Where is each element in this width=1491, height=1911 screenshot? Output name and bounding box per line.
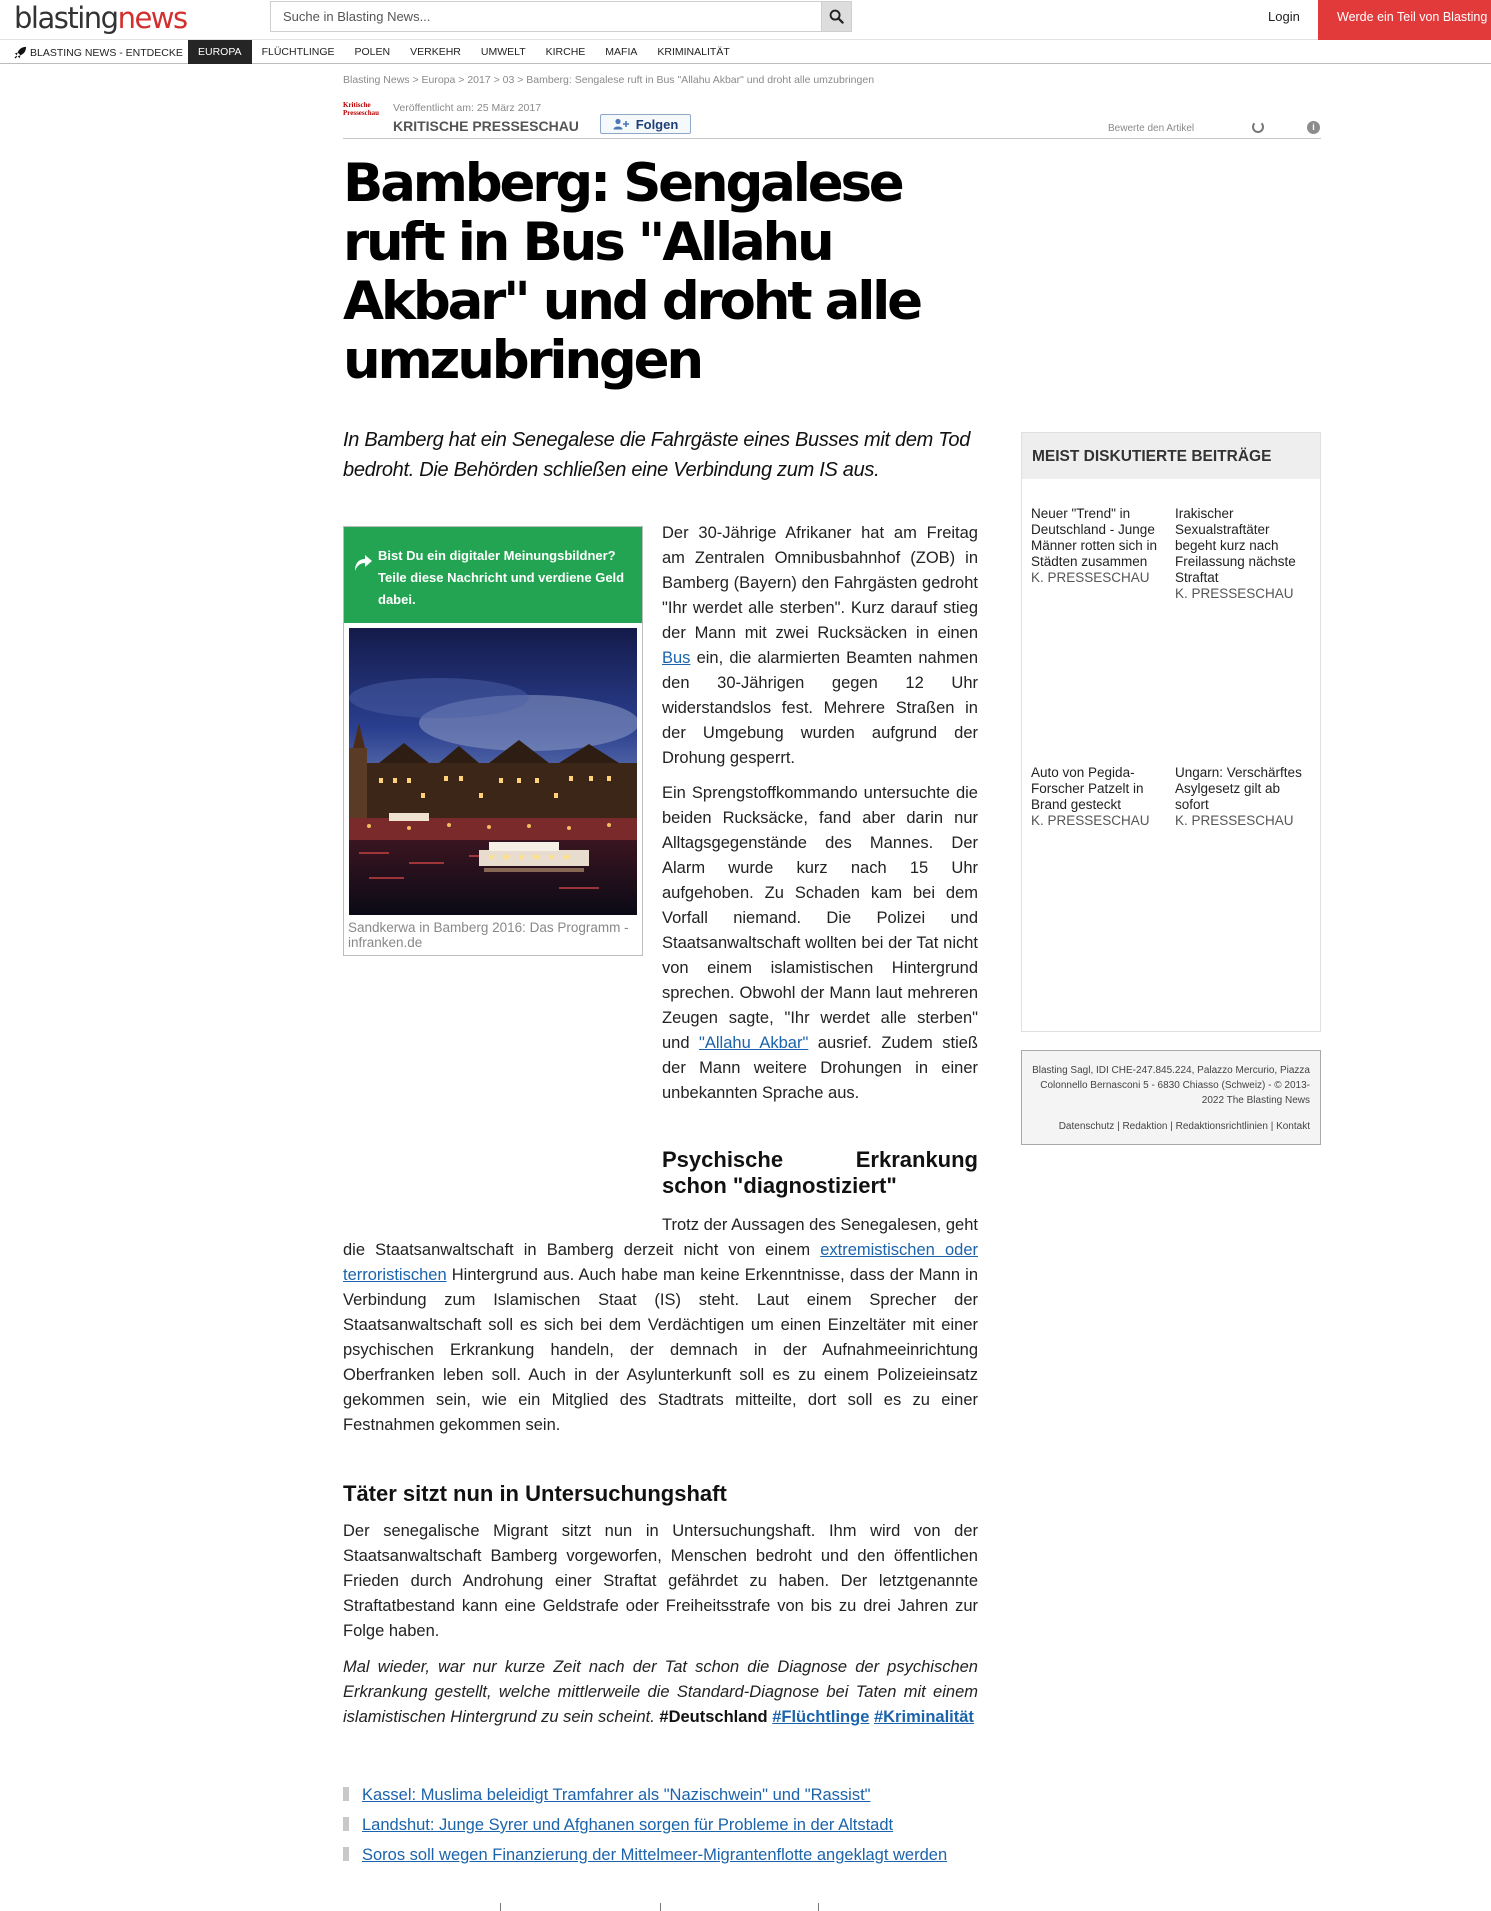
article-lead: In Bamberg hat ein Senegalese die Fahrgäste eines Busses mit dem Tod bedroht. Die Behörden schließen eine Verbindung zum IS aus.: [343, 429, 971, 481]
info-icon[interactable]: i: [1307, 121, 1320, 134]
link-extremistischen[interactable]: extremistischen oder terroristischen: [343, 1241, 978, 1284]
paragraph-1: Der 30-Jährige Afrikaner hat am Freitag am Zentralen Omnibusbahnhof (ZOB) in Bamberg (Bayern) den Fahrgästen gedroht "Ihr werdet alle sterben". Kurz darauf stieg der Mann mit zwei Rucksäcken in einen Bus ein, die alarmierten Beamten nahmen den 30-Jährigen gegen 12 Uhr widerstandslos fest. Mehrere Straßen in der Umgebung wurden aufgrund der Drohung gesperrt.: [662, 524, 978, 767]
footer-links: Datenschutz | Redaktion | Redaktionsrichtlinien | Kontakt: [1058, 1121, 1310, 1132]
search-input[interactable]: [271, 2, 822, 31]
rocket-icon: [14, 46, 27, 59]
nav-item-kirche[interactable]: KIRCHE: [545, 46, 586, 58]
sidebar-article-source: K. PRESSESCHAU: [1031, 813, 1150, 828]
nav-item-verkehr[interactable]: VERKEHR: [410, 46, 461, 58]
paragraph-4: Der senegalische Migrant sitzt nun in Untersuchungshaft. Ihm wird von der Staatsanwaltschaft Bamberg vorgeworfen, Menschen bedroht und den öffentlichen Frieden durch Androhung einer Straftat gefährdet zu haben. Der letztgenannte Straftatbestand kann eine Geldstrafe oder Freiheitsstrafe von bis zu drei Jahren zur Folge haben.: [343, 1522, 978, 1640]
article-title: Bamberg: Sengalese ruft in Bus "Allahu Akbar" und droht alle umzubringen: [343, 153, 920, 391]
rate-label: Bewerte den Artikel: [1108, 123, 1195, 134]
discover-link[interactable]: BLASTING NEWS - ENTDECKE: [14, 46, 183, 59]
most-discussed-title: MEIST DISKUTIERTE BEITRÄGE: [1022, 433, 1320, 479]
related-item: [343, 1784, 983, 1814]
related-item: [343, 1814, 983, 1844]
author-name[interactable]: KRITISCHE PRESSESCHAU: [393, 118, 579, 134]
sidebar-article-3[interactable]: Auto von Pegida-Forscher Patzelt in Brand gesteckt K. PRESSESCHAU: [1031, 765, 1169, 829]
divider: [818, 1903, 819, 1911]
follow-button[interactable]: Folgen: [600, 114, 691, 134]
search-button[interactable]: [821, 2, 851, 31]
sidebar-article-source: K. PRESSESCHAU: [1175, 586, 1294, 601]
paragraph-2: Ein Sprengstoffkommando untersuchte die beiden Rucksäcke, fand aber darin nur Alltagsgegenstände des Mannes. Der Alarm wurde kurz nach 15 Uhr aufgehoben. Zu Schaden kam bei dem Vorfall niemand. Die Polizei und Staatsanwaltschaft wollten bei der Tat nicht von einem islamistischen Hintergrund sprechen. Obwohl der Mann laut mehreren Zeugen sagte, "Ihr werdet alle sterben" und "Allahu Akbar" ausrief. Zudem stieß der Mann weitere Drohungen in einer unbekannten Sprache aus.: [662, 784, 978, 1102]
category-nav: [0, 40, 1491, 64]
tag-fluechtlinge[interactable]: #Flüchtlinge: [772, 1708, 870, 1726]
sidebar-article-source: K. PRESSESCHAU: [1031, 570, 1150, 585]
paragraph-3: Trotz der Aussagen des Senegalesen, geht die Staatsanwaltschaft in Bamberg derzeit nicht von einem extremistischen oder terroristischen Hintergrund aus. Auch habe man keine Erkenntnisse, dass der Mann in Verbindung zum Islamischen Staat (IS) steht. Laut einem Sprecher der Staatsanwaltschaft soll es sich bei dem Verdächtigen um einen Einzeltäter mit einer psychischen Erkrankung handeln, der demnach in der Aufnahmeeinrichtung Oberfranken leben soll. Auch in der Asylunterkunft soll es zu einem Polizeieinsatz gekommen sein, wie ein Mitglied des Stadtrats mitteilte, dort soll es zu einer Festnahmen gekommen sein.: [343, 1216, 978, 1434]
footer-link-kontakt[interactable]: Kontakt: [1276, 1121, 1310, 1132]
company-footer: [1021, 1050, 1321, 1145]
login-link[interactable]: Login: [1268, 9, 1300, 24]
nav-item-mafia[interactable]: MAFIA: [605, 46, 638, 58]
image-box: [343, 526, 643, 956]
nav-item-europa[interactable]: EUROPA: [188, 40, 252, 64]
related-articles: [343, 1784, 983, 1874]
article-photo[interactable]: [349, 628, 637, 915]
subheading-taeter: Täter sitzt nun in Untersuchungshaft: [343, 1481, 727, 1506]
breadcrumb[interactable]: Blasting News > Europa > 2017 > 03 > Bamberg: Sengalese ruft in Bus "Allahu Akbar" und droht alle umzubringen: [343, 74, 875, 86]
nav-items: [188, 40, 740, 64]
subheading-psychische-erkrankung: Psychische Erkrankung schon "diagnostiziert": [662, 1147, 978, 1198]
company-info: Blasting Sagl, IDI CHE-247.845.224, Palazzo Mercurio, Piazza Colonnello Bernasconi 5 - 6830 Chiasso (Schweiz) - © 2013-2022 The Blasting News: [1032, 1065, 1310, 1106]
nav-item-polen[interactable]: POLEN: [354, 46, 391, 58]
sidebar-article-source: K. PRESSESCHAU: [1175, 813, 1294, 828]
meta-divider: [343, 138, 1321, 139]
footer-link-redaktion[interactable]: Redaktion: [1122, 1121, 1168, 1132]
top-bar: [0, 0, 1491, 40]
image-caption: Sandkerwa in Bamberg 2016: Das Programm - infranken.de: [348, 920, 629, 950]
nav-item-kriminalitaet[interactable]: KRIMINALITÄT: [657, 46, 730, 58]
share-promo-banner[interactable]: Bist Du ein digitaler Meinungsbildner? Teile diese Nachricht und verdiene Geld dabei.: [344, 527, 642, 623]
nav-item-fluechtlinge[interactable]: FLÜCHTLINGE: [261, 46, 335, 58]
footer-link-richtlinien[interactable]: Redaktionsrichtlinien: [1175, 1121, 1268, 1132]
share-arrow-icon: [351, 551, 373, 573]
related-link-soros[interactable]: Soros soll wegen Finanzierung der Mittelmeer-Migrantenflotte angeklagt werden: [362, 1846, 948, 1864]
publish-date: Veröffentlicht am: 25 März 2017: [393, 102, 542, 114]
nav-item-umwelt[interactable]: UMWELT: [480, 46, 526, 58]
related-link-landshut[interactable]: Landshut: Junge Syrer und Afghanen sorgen für Probleme in der Altstadt: [362, 1816, 894, 1834]
link-allahu-akbar[interactable]: "Allahu Akbar": [699, 1034, 809, 1052]
tag-deutschland[interactable]: #Deutschland: [659, 1708, 768, 1726]
divider: [660, 1903, 661, 1911]
site-logo[interactable]: blastingnews: [14, 1, 187, 35]
refresh-icon[interactable]: [1252, 121, 1264, 133]
link-bus[interactable]: Bus: [662, 649, 691, 667]
author-logo[interactable]: Kritische Presseschau: [343, 101, 380, 117]
most-discussed-box: [1021, 432, 1321, 1032]
footer-link-datenschutz[interactable]: Datenschutz: [1058, 1121, 1115, 1132]
tag-kriminalitaet[interactable]: #Kriminalität: [873, 1708, 974, 1726]
article-photo-graphic: [349, 628, 637, 915]
sidebar-article-4[interactable]: Ungarn: Verschärftes Asylgesetz gilt ab sofort K. PRESSESCHAU: [1175, 765, 1313, 829]
paragraph-5: Mal wieder, war nur kurze Zeit nach der Tat schon die Diagnose der psychischen Erkrankung gestellt, welche mittlerweile die Standard-Diagnose bei Taten mit einem islamistischen Hintergrund zu sein scheint. #Deutschland #Flüchtlinge #Kriminalität: [343, 1658, 978, 1726]
sidebar-article-1[interactable]: Neuer "Trend" in Deutschland - Junge Männer rotten sich in Städten zusammen K. PRESSESCHAU: [1031, 506, 1169, 586]
divider: [500, 1903, 501, 1911]
sidebar-article-2[interactable]: Irakischer Sexualstraftäter begeht kurz nach Freilassung nächste Straftat K. PRESSESCHAU: [1175, 506, 1313, 602]
search-icon: [829, 9, 844, 24]
related-item: [343, 1844, 983, 1874]
related-link-kassel[interactable]: Kassel: Muslima beleidigt Tramfahrer als "Nazischwein" und "Rassist": [362, 1786, 871, 1804]
search-box: [270, 1, 852, 32]
join-button[interactable]: Werde ein Teil von Blasting: [1318, 0, 1491, 40]
follow-plus-icon: [613, 118, 631, 130]
